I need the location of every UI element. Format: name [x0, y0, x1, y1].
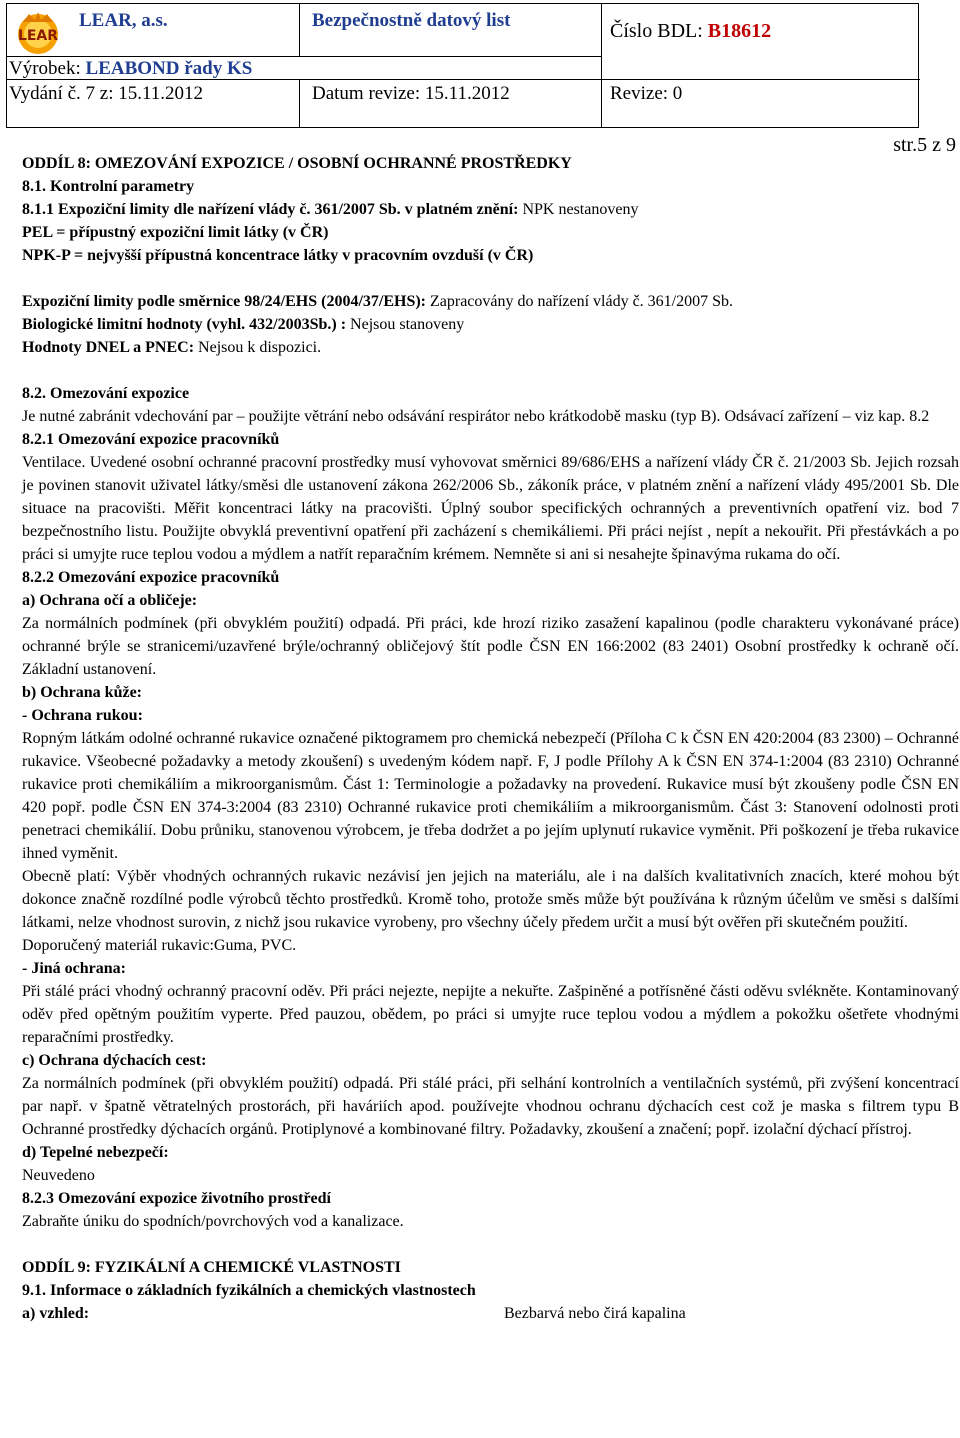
issue-info: Vydání č. 7 z: 15.11.2012 [9, 83, 204, 104]
skin-protection-heading: b) Ochrana kůže: [22, 684, 142, 701]
revision-number: Revize: 0 [610, 83, 683, 104]
pel-definition: PEL = přípustný expoziční limit látky (v ČR) [22, 224, 329, 241]
section-8-2-2-heading: 8.2.2 Omezování expozice pracovníků [22, 569, 280, 586]
hand-protection-heading: - Ochrana rukou: [22, 707, 143, 724]
company-name: LEAR, a.s. [79, 10, 168, 31]
eye-protection-text: Za normálních podmínek (při obvyklém použití) odpadá. Při práci, kde hrozí riziko zasažení kapalinou (podle charakteru vykonávané práce) ochranné brýle se stranicemi/uzavřené brýle/ochranný obličejový štít podle ČSN EN 166:2002 (83 2401) Osobní prostředky k ochraně očí. Základní ustanovení. [22, 615, 959, 678]
section-8-title: ODDÍL 8: OMEZOVÁNÍ EXPOZICE / OSOBNÍ OCHRANNÉ PROSTŘEDKY [22, 155, 572, 172]
document-body [22, 152, 959, 1325]
biological-limits-line: Biologické limitní hodnoty (vyhl. 432/2003Sb.) : Nejsou stanoveny [22, 316, 465, 333]
thermal-hazard-text: Neuvedeno [22, 1167, 95, 1184]
product: Výrobek: LEABOND řady KS [9, 58, 253, 79]
hand-protection-text: Ropným látkám odolné ochranné rukavice označené piktogramem pro chemická nebezpečí (Příloha C k ČSN EN 420:2004 (83 2300) – Ochranné rukavice. Všeobecné požadavky a metody zkoušení) s uvedeným kódem např. F, J podle Přílohy A k ČSN EN 374-1:2004 (83 2310) Ochranné rukavice proti chemikáliím a mikroorganismům. Část 1: Terminologie a požadavky na provedení. Rukavice musí být zkoušeny podle ČSN EN 420 popř. podle ČSN EN 374-3:2004 (83 2310) Ochranné rukavice proti chemikáliím a mikroorganismům. Část 3: Stanovení odolnosti proti penetraci chemikálií. Dobu průniku, stanovenou výrobcem, je třeba dodržet a po jejím uplynutí rukavice vyměnit. Při poškození je třeba rukavice ihned vyměnit. [22, 730, 959, 862]
dnel-pnec-line: Hodnoty DNEL a PNEC: Nejsou k dispozici. [22, 339, 322, 356]
svg-text:LEAR: LEAR [17, 28, 59, 44]
appearance-value: Bezbarvá nebo čirá kapalina [504, 1305, 686, 1322]
section-9-1-heading: 9.1. Informace o základních fyzikálních a chemických vlastnostech [22, 1282, 476, 1299]
other-protection-heading: - Jiná ochrana: [22, 960, 126, 977]
general-gloves-text: Obecně platí: Výběr vhodných ochranných rukavic nezávisí jen jejich na materiálu, ale i na dalších kvalitativních znacích, které mohou být dokonce značně rozdílné podle výrobců těchto prostředků. Kromě toho, protože směs může být používána k různým účelům ve směsi s dalšími látkami, nelze vhodnost surovin, z nichž jsou rukavice vyrobeny, pro všechny účely předem určit a musí být ověřen při skutečném použití. [22, 868, 959, 931]
respiratory-protection-text: Za normálních podmínek (při obvyklém použití) odpadá. Při stálé práci, při selhání kontrolních a ventilačních systémů, při zvýšení koncentrací par např. v špatně větratelných prostorách, při haváriích apod. používejte vhodnou ochranu dýchacích cest což je maska s filtrem typu B Ochranné prostředky dýchacích orgánů. Protiplynové a kombinované filtry. Požadavky, zkoušení a značení; popř. izolační dýchací přístroj. [22, 1075, 959, 1138]
revision-date: Datum revize: 15.11.2012 [312, 83, 510, 104]
eu-limits-line: Expoziční limity podle směrnice 98/24/EHS (2004/37/EHS): Zapracovány do nařízení vlády č. 361/2007 Sb. [22, 293, 734, 310]
section-8-1-1-line: 8.1.1 Expoziční limity dle nařízení vlády č. 361/2007 Sb. v platném znění: NPK nestanoveny [22, 201, 639, 218]
glove-material: Doporučený materiál rukavic:Guma, PVC. [22, 937, 297, 954]
section-8-2-1-text: Ventilace. Uvedené osobní ochranné pracovní prostředky musí vyhovovat směrnici 89/686/EHS a nařízení vlády ČR č. 21/2003 Sb. Jejich rozsah je povinen stanovit uživatel látky/směsi dle ustanovení zákona 262/2006 Sb., zákoník práce, v platném znění a nařízení vlády 495/2001 Sb. Dle situace na pracovišti. Měřit koncentraci látky na pracovišti. Úplný soubor specifických ochranných a preventivních opatření viz. bod 7 bezpečnostního listu. Použijte obvyklá preventivní opatření při zacházení s chemikáliemi. Při práci nejíst , nepít a nekouřit. Při přestávkách a po práci si umyjte ruce teplou vodou a mýdlem a natřít reparačním krémem. Nemněte si ani si nesahejte špinavýma rukama do očí. [22, 454, 959, 563]
document-header [6, 3, 919, 128]
npk-definition: NPK-P = nejvyšší přípustná koncentrace látky v pracovním ovzduší (v ČR) [22, 247, 534, 264]
section-8-2-1-heading: 8.2.1 Omezování expozice pracovníků [22, 431, 280, 448]
section-8-2-3-heading: 8.2.3 Omezování expozice životního prostředí [22, 1190, 331, 1207]
document-title: Bezpečnostně datový list [312, 10, 511, 31]
eye-protection-heading: a) Ochrana očí a obličeje: [22, 592, 198, 609]
section-8-2-3-text: Zabraňte úniku do spodních/povrchových vod a kanalizace. [22, 1213, 404, 1230]
section-8-1-heading: 8.1. Kontrolní parametry [22, 178, 195, 195]
appearance-label: a) vzhled: [22, 1305, 90, 1322]
page-number: str.5 z 9 [893, 134, 956, 156]
appearance-row [22, 1302, 959, 1325]
section-9-title: ODDÍL 9: FYZIKÁLNÍ A CHEMICKÉ VLASTNOSTI [22, 1259, 401, 1276]
other-protection-text: Při stálé práci vhodný ochranný pracovní oděv. Při práci nejezte, nepijte a nekuřte. Zašpiněné a potřísněné části oděvu svlékněte. Kontaminovaný oděv před opětným použitím vyperte. Před pauzou, obědem, po práci si umyjte ruce teplou vodou a mýdlem a pokožku ošetřete vhodnými reparačními prostředky. [22, 983, 959, 1046]
respiratory-protection-heading: c) Ochrana dýchacích cest: [22, 1052, 207, 1069]
bdl-number: Číslo BDL: B18612 [610, 20, 772, 42]
thermal-hazard-heading: d) Tepelné nebezpečí: [22, 1144, 169, 1161]
lear-logo-icon [9, 8, 67, 56]
section-8-2-heading: 8.2. Omezování expozice [22, 385, 190, 402]
section-8-2-text: Je nutné zabránit vdechování par – použijte větrání nebo odsávání respirátor nebo krátkodobě masku (typ B). Odsávací zařízení – viz kap. 8.2 [22, 408, 930, 425]
